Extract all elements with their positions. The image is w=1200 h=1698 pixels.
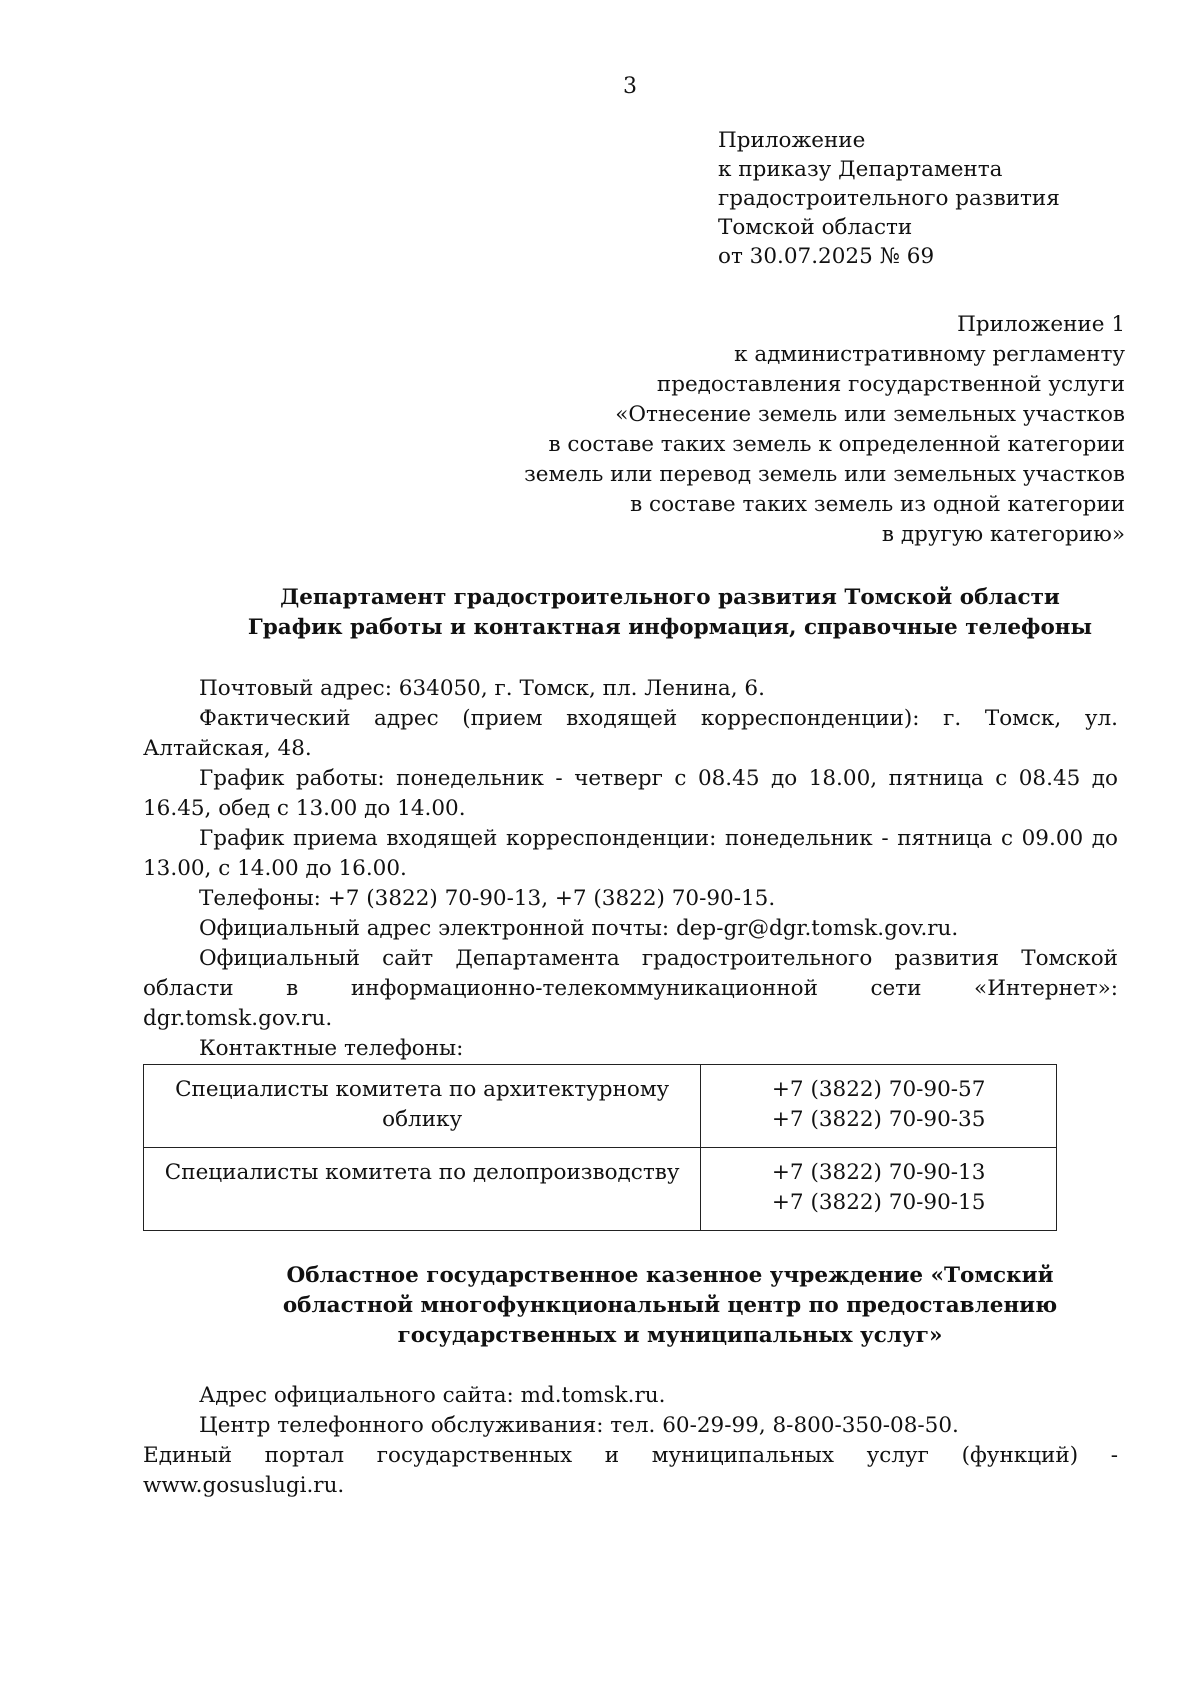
contact-phones-label: Контактные телефоны: [199, 1036, 464, 1061]
appendix-line: Томской области [718, 215, 913, 240]
phone-number: +7 (3822) 70-90-13 [771, 1160, 986, 1185]
work-schedule: График работы: понедельник - четверг с 08.45 до 18.00, пятница с 08.45 до 16.45, обед с 13.00 до 14.00. [143, 766, 1118, 821]
appendix-line: к приказу Департамента [718, 157, 1003, 182]
email: Официальный адрес электронной почты: dep-gr@dgr.tomsk.gov.ru. [199, 916, 959, 941]
official-website: Официальный сайт Департамента градостроительного развития Томской области в информационно-телекоммуникационной сети «Интернет»: dgr.tomsk.gov.ru. [143, 946, 1118, 1031]
mfc-call-center: Центр телефонного обслуживания: тел. 60-29-99, 8-800-350-08-50. [199, 1413, 959, 1438]
table-cell-department: Специалисты комитета по архитектурному облику [144, 1065, 701, 1148]
mfc-contact-info [143, 1381, 1118, 1501]
phone-number: +7 (3822) 70-90-15 [771, 1190, 986, 1215]
regulation-line: «Отнесение земель или земельных участков [615, 402, 1125, 427]
phone-number: +7 (3822) 70-90-35 [771, 1107, 986, 1132]
regulation-line: в составе таких земель к определенной категории [548, 432, 1125, 457]
order-appendix-header [718, 126, 1060, 271]
mfc-website: Адрес официального сайта: md.tomsk.ru. [199, 1383, 666, 1408]
mfc-title-line: Областное государственное казенное учреждение «Томский [286, 1263, 1054, 1288]
actual-address: Фактический адрес (прием входящей корреспонденции): г. Томск, ул. Алтайская, 48. [143, 706, 1118, 761]
department-section-title [0, 583, 1200, 643]
table-cell-department: Специалисты комитета по делопроизводству [144, 1148, 701, 1231]
gosuslugi-portal: Единый портал государственных и муниципальных услуг (функций) - www.gosuslugi.ru. [143, 1443, 1118, 1498]
phone-number: +7 (3822) 70-90-57 [771, 1077, 986, 1102]
appendix-line: градостроительного развития [718, 186, 1060, 211]
table-cell-phones [701, 1148, 1057, 1231]
table-row [144, 1148, 1057, 1231]
regulation-line: предоставления государственной услуги [656, 372, 1125, 397]
department-contact-info [143, 674, 1118, 1064]
department-title-line: Департамент градостроительного развития Томской области [280, 585, 1060, 610]
page-number: 3 [623, 74, 637, 99]
regulation-line: в другую категорию» [881, 522, 1125, 547]
regulation-line: земель или перевод земель или земельных участков [524, 462, 1125, 487]
department-schedule-title-line: График работы и контактная информация, справочные телефоны [247, 615, 1093, 640]
correspondence-schedule: График приема входящей корреспонденции: понедельник - пятница с 09.00 до 13.00, с 14.00 до 16.00. [143, 826, 1118, 881]
phones: Телефоны: +7 (3822) 70-90-13, +7 (3822) 70-90-15. [199, 886, 776, 911]
appendix-line: Приложение [718, 128, 866, 153]
mfc-title-line: государственных и муниципальных услуг» [397, 1323, 943, 1348]
appendix-line: от 30.07.2025 № 69 [718, 244, 935, 269]
mfc-title-line: областной многофункциональный центр по предоставлению [282, 1293, 1058, 1318]
regulation-line: к административному регламенту [734, 342, 1125, 367]
postal-address: Почтовый адрес: 634050, г. Томск, пл. Ленина, 6. [199, 676, 765, 701]
table-row [144, 1065, 1057, 1148]
table-cell-phones [701, 1065, 1057, 1148]
mfc-section-title [0, 1261, 1200, 1351]
contact-phones-table [143, 1064, 1057, 1231]
regulation-line: в составе таких земель из одной категории [630, 492, 1125, 517]
regulation-line: Приложение 1 [957, 312, 1125, 337]
regulation-appendix-header [524, 310, 1125, 550]
